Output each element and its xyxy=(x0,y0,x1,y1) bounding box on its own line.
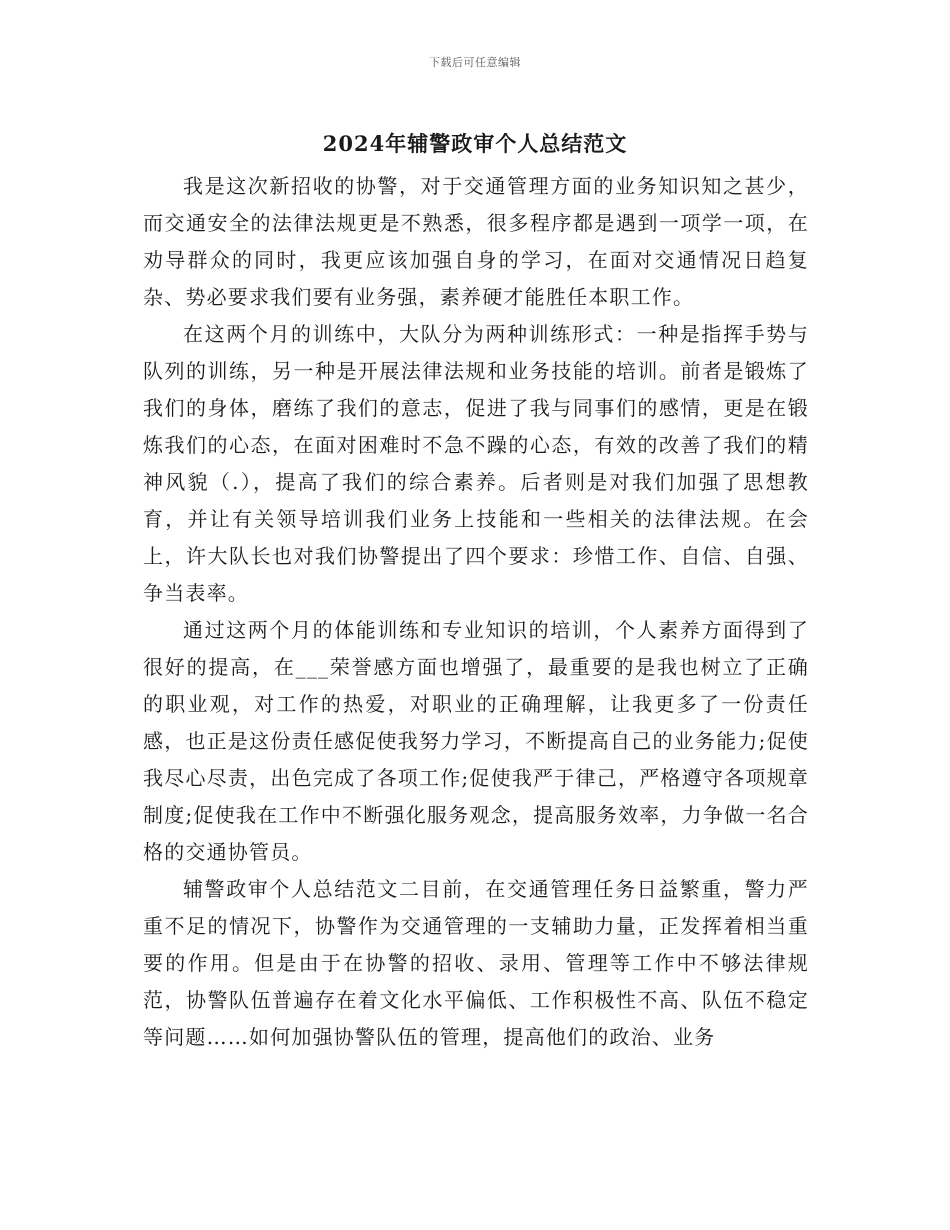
paragraph: 通过这两个月的体能训练和专业知识的培训，个人素养方面得到了很好的提高，在___荣誉感方面也增强了，最重要的是我也树立了正确的职业观，对工作的热爱，对职业的正确理解，让我更多了一份责任感，也正是这份责任感促使我努力学习，不断提高自己的业务能力;促使我尽心尽责，出色完成了各项工作;促使我严于律己，严格遵守各项规章制度;促使我在工作中不断强化服务观念，提高服务效率，力争做一名合格的交通协管员。 xyxy=(143,618,809,864)
header-note: 下载后可任意编辑 xyxy=(429,56,521,69)
paragraph: 我是这次新招收的协警，对于交通管理方面的业务知识知之甚少，而交通安全的法律法规更是不熟悉，很多程序都是遇到一项学一项，在劝导群众的同时，我更应该加强自身的学习，在面对交通情况日趋复杂、势必要求我们要有业务强，素养硬才能胜任本职工作。 xyxy=(143,174,809,309)
paragraph: 辅警政审个人总结范文二目前，在交通管理任务日益繁重，警力严重不足的情况下，协警作为交通管理的一支辅助力量，正发挥着相当重要的作用。但是由于在协警的招收、录用、管理等工作中不够法律规范，协警队伍普遍存在着文化水平偏低、工作积极性不高、队伍不稳定等问题……如何加强协警队伍的管理，提高他们的政治、业务 xyxy=(143,877,809,1049)
document-body xyxy=(143,168,809,1056)
document-title: 2024年辅警政审个人总结范文 xyxy=(322,131,628,156)
paragraph: 在这两个月的训练中，大队分为两种训练形式：一种是指挥手势与队列的训练，另一种是开展法律法规和业务技能的培训。前者是锻炼了我们的身体，磨练了我们的意志，促进了我与同事们的感情，更是在锻炼我们的心态，在面对困难时不急不躁的心态，有效的改善了我们的精神风貌（.），提高了我们的综合素养。后者则是对我们加强了思想教育，并让有关领导培训我们业务上技能和一些相关的法律法规。在会上，许大队长也对我们协警提出了四个要求：珍惜工作、自信、自强、争当表率。 xyxy=(143,322,809,605)
